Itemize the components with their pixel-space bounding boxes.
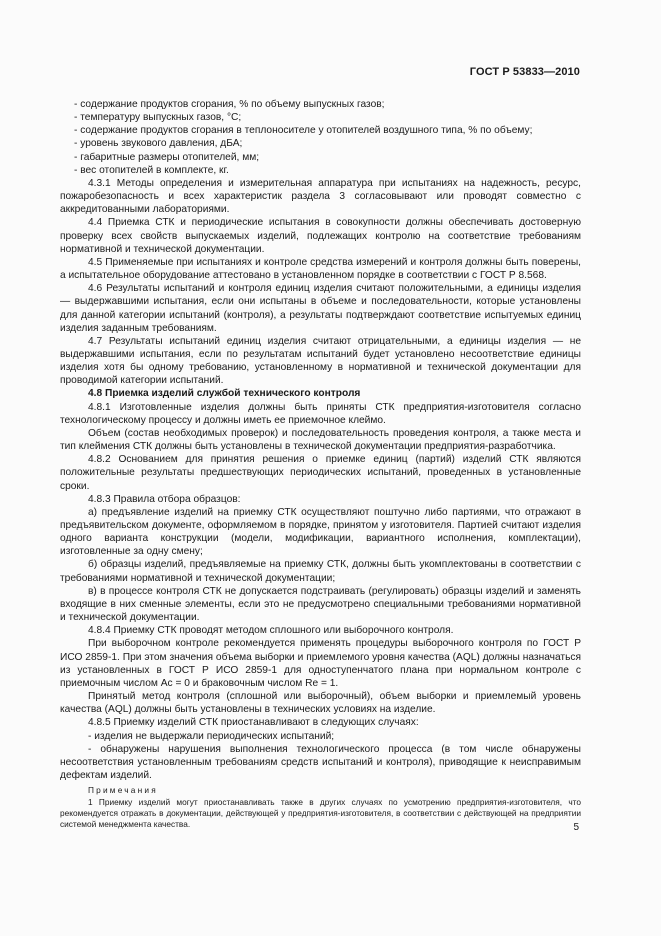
paragraph: - изделия не выдержали периодических испытаний; (88, 730, 335, 742)
paragraph: 4.8.4 Приемку СТК проводят методом сплошного или выборочного контроля. (88, 625, 454, 637)
paragraph: 4.8.5 Приемку изделий СТК приостанавливают в следующих случаях: (88, 717, 419, 729)
paragraph: При выборочном контроле рекомендуется применять процедуры выборочного контроля по ГОСТ Р ИСО 2859-1. При этом значения объема выборки и приемлемого уровня качества (AQL) должны назначаться из установленных в ГОСТ Р ИСО 2859-1 для одноступенчатого плана при нормальном контроле с приемочным числом Ас = 0 и браковочным числом Re = 1. (60, 638, 581, 689)
paragraph: Объем (состав необходимых проверок) и последовательность проведения контроля, а также места и тип клеймения СТК должны быть установлены в технической документации предприятия-разработчика. (60, 427, 581, 453)
document-body (60, 98, 581, 830)
paragraph: 4.3.1 Методы определения и измерительная аппаратура при испытаниях на надежность, ресурс, пожаробезопасность и всех характеристик раздела 3 согласовывают или проводят совместно с аккредитованными лабораториями. (60, 177, 581, 216)
paragraph: 4.5 Применяемые при испытаниях и контроле средства измерений и контроля должны быть поверены, а испытательное оборудование аттестовано в установленном порядке в соответствии с ГОСТ Р 8.568. (60, 256, 581, 282)
section-heading: 4.8 Приемка изделий службой технического контроля (88, 388, 361, 400)
notes-title: Примечания (88, 785, 158, 796)
bullet-item: - вес отопителей в комплекте, кг. (74, 164, 229, 176)
paragraph: 4.8.3 Правила отбора образцов: (88, 493, 241, 505)
bullet-item: - температуру выпускных газов, °С; (74, 112, 242, 124)
standard-header: ГОСТ Р 53833—2010 (469, 66, 580, 78)
bullet-item: - уровень звукового давления, дБА; (74, 138, 243, 150)
bullet-item: - габаритные размеры отопителей, мм; (74, 151, 260, 163)
paragraph: 4.4 Приемка СТК и периодические испытания в совокупности должны обеспечивать достоверную проверку всех свойств выпускаемых изделий, подлежащих контролю на соответствие требованиям нормативной и технической документации. (60, 217, 581, 255)
note-item: 1 Приемку изделий могут приостанавливать также в других случаях по усмотрению предприятия-изготовителя, что рекомендуется отражать в документации, действующей у предприятия-изготовителя, в соответствии с действующей на предприятии системой менеджмента качества. (60, 797, 581, 830)
notes-section (60, 785, 581, 830)
paragraph: б) образцы изделий, предъявляемые на приемку СТК, должны быть укомплектованы в соответствии с требованиями нормативной и технической документации; (60, 559, 581, 584)
bullet-item: - содержание продуктов сгорания, % по объему выпускных газов; (74, 99, 385, 110)
paragraph: а) предъявление изделий на приемку СТК осуществляют поштучно либо партиями, что отражают в предъявительском документе, оформляемом в порядке, принятом у изготовителя. Партией считают изделия одного варианта конструкции (модели, модификации, вариантного исполнения, комплектации), изготовленные за одну смену; (60, 506, 581, 558)
notes-list (60, 797, 581, 830)
paragraph: Принятый метод контроля (сплошной или выборочный), объем выборки и приемлемый уровень качества (AQL) должны быть установлены в технических условиях на изделие. (60, 691, 581, 716)
paragraph: 4.7 Результаты испытаний единиц изделия считают отрицательными, а единицы изделия — не выдержавшими испытания, если по результатам испытаний будет установлено несоответствие единицы изделия хотя бы одному требованию, установленному в нормативной и технической документации для проводимой категории испытаний. (60, 335, 581, 387)
paragraph: 4.8.1 Изготовленные изделия должны быть приняты СТК предприятия-изготовителя согласно технологическому процессу и должны иметь ее приемочное клеймо. (60, 401, 581, 426)
bullet-item: - содержание продуктов сгорания в теплоносителе у отопителей воздушного типа, % по объему; (74, 125, 533, 137)
paragraph: 4.6 Результаты испытаний и контроля единиц изделия считают положительными, а единицы изделия — выдержавшими испытания, если они испытаны в объеме и последовательности, которые установлены для данной категории испытаний (контроля), а результаты подтверждают соответствие испытуемых единиц изделия заданным требованиям. (60, 283, 581, 334)
paragraph-list (60, 98, 581, 782)
paragraph: - обнаружены нарушения выполнения технологического процесса (в том числе обнаружены несоответствия установленным требованиям средств испытаний и контроля), приводящие к неисправимым дефектам изделий. (60, 743, 581, 781)
paragraph: в) в процессе контроля СТК не допускается подстраивать (регулировать) образцы изделий и заменять входящие в них сменные элементы, если это не предусмотрено специальными требованиями нормативной и технической документации. (60, 585, 581, 624)
paragraph: 4.8.2 Основанием для принятия решения о приемке единиц (партий) изделий СТК являются положительные результаты предшествующих периодических испытаний, проведенных в установленные сроки. (60, 454, 581, 492)
page-number: 5 (573, 822, 579, 833)
